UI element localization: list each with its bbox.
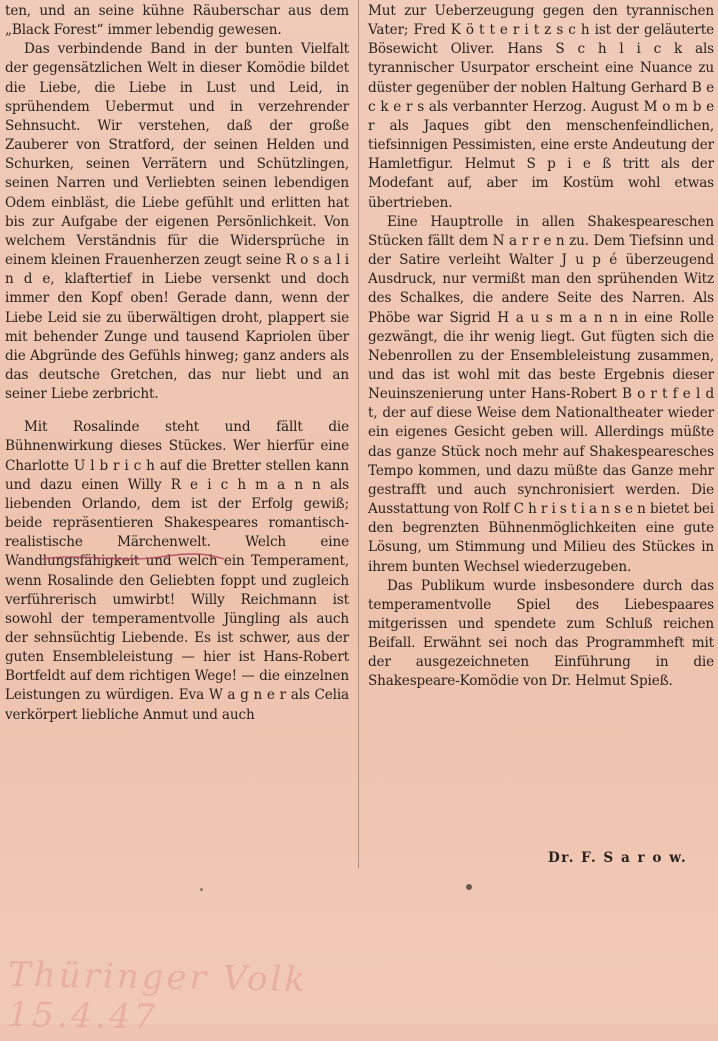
paragraph: Das Publikum wurde insbesondere durch das temperamentvolle Spiel des Liebespaares mitgerissen und spendete zum Schluß reichen Beifall. Erwähnt sei noch das Programmheft mit der ausgezeichneten Einführung in die Shakespeare-Komödie von Dr. Helmut Spieß.: [368, 577, 714, 690]
ink-spot: [200, 888, 203, 891]
ink-spot: [466, 884, 472, 890]
paragraph: ten, und an seine kühne Räuberschar aus dem „Black Forest“ immer lebendig gewesen.: [5, 3, 349, 39]
paragraph: Mut zur Ueberzeugung gegen den tyrannischen Vater; Fred K ö t t e r i t z s c h ist der geläuterte Bösewicht Oliver. Hans S c h l i c k als tyrannischer Usurpator erscheint eine Nuance zu düster gegenüber der noblen Haltung Gerhard B e c k e r s als verbannter Herzog. August M o m b e r als Jaques gibt den menschenfeindlichen, tiefsinnigen Pessimisten, eine erste Andeutung der Hamletfigur. Helmut S p i e ß tritt als der Modefant auf, aber im Kostüm wohl etwas übertrieben.: [368, 3, 714, 211]
paragraph: Eine Hauptrolle in allen Shakespeareschen Stücken fällt dem N a r r e n zu. Dem Tiefsinn und der Satire verleiht Walter J u p é überzeugend Ausdruck, nur vermißt man den sprühenden Witz des Schalkes, die andere Seite des Narren. Als Phöbe war Sigrid H a u s m a n n in eine Rolle gezwängt, die ihr wenig liegt. Gut fügten sich die Nebenrollen zu der Ensembleleistung zusammen, und das ist wohl mit das beste Ergebnis dieser Neuinszenierung unter Hans-Robert B o r t f e l d t, der auf diese Weise dem Nationaltheater wieder ein eigenes Gesicht geben will. Allerdings müßte das ganze Stück noch mehr auf Shakespearesches Tempo kommen, und dazu müßte das Ganze mehr gestrafft und auch synchronisiert werden. Die Ausstattung von Rolf C h r i s t i a n s e n bietet bei den begrenzten Bühnenmöglichkeiten eine gute Lösung, um Stimmung und Milieu des Stückes in ihrem bunten Wechsel wiederzugeben.: [368, 213, 714, 575]
paragraph: Das verbindende Band in der bunten Vielfalt der gegensätzlichen Welt in dieser Komödie bildet die Liebe, die Liebe in Lust und Leid, in sprühendem Uebermut und in verzehrender Sehnsucht. Wir verstehen, daß der große Zauberer von Stratford, der seinen Helden und Schurken, seinen Verrätern und Schützlingen, seinen Narren und Verliebten seinen lebendigen Odem einbläst, die Liebe gefühlt und erlitten hat bis zur Aufgabe der eigenen Persönlichkeit. Von welchem Verständnis für die Widersprüche in einem kleinen Frauenherzen zeugt seine R o s a l i n d e, klaftertief in Liebe versenkt und doch immer den Kopf oben! Gerade dann, wenn der Liebe Leid sie zu überwältigen droht, plappert sie mit behender Zunge und tausend Kapriolen über die Abgründe des Gefühls hinweg; ganz anders als das deutsche Gretchen, das nur liebt und an seiner Liebe zerbricht.: [5, 41, 349, 403]
paragraph: Mit Rosalinde steht und fällt die Bühnenwirkung dieses Stückes. Wer hierfür eine Charlotte U l b r i c h auf die Bretter stellen kann und dazu einen Willy R e i c h m a n n als liebenden Orlando, dem ist der Erfolg gewiß; beide repräsentieren Shakespeares romantisch-realistische Märchenwelt. Welch eine Wandlungsfähigkeit und welch ein Temperament, wenn Rosalinde den Geliebten foppt und zugleich verführerisch umwirbt! Willy Reichmann ist sowohl der temperamentvolle Jüngling als auch der sehnsüchtig Liebende. Es ist schwer, aus der guten Ensembleleistung — hier ist Hans-Robert Bortfeldt auf dem richtigen Wege! — die einzelnen Leistungen zu würdigen. Eva W a g n e r als Celia verkörpert liebliche Anmut und auch: [5, 419, 349, 723]
handwritten-source-note: Thüringer Volk 15.4.47: [7, 954, 309, 1038]
article-right-column: [368, 2, 714, 692]
author-signature: Dr. F. S a r o w.: [548, 850, 688, 866]
article-left-column: [5, 2, 349, 725]
pen-strikethrough-mark: [40, 549, 226, 567]
column-divider: [358, 0, 359, 868]
